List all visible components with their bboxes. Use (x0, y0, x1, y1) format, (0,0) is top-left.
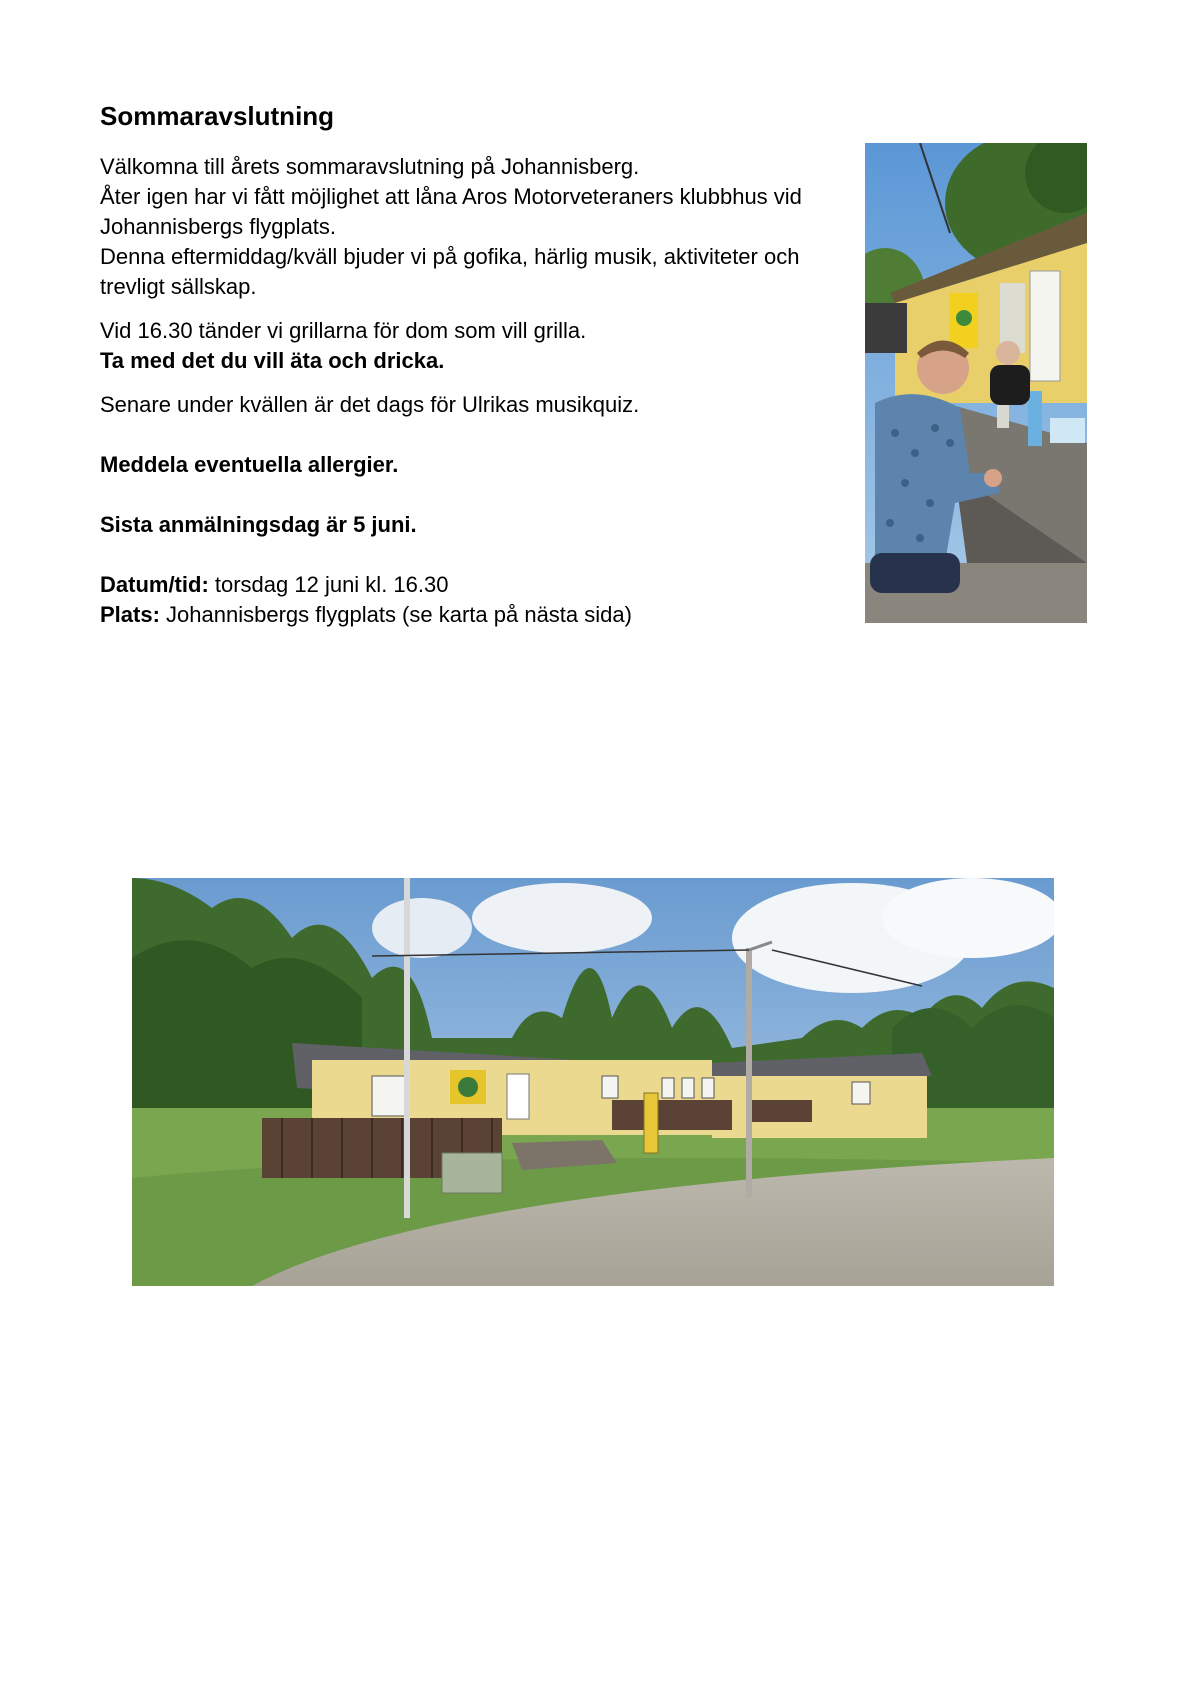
date-line (100, 570, 840, 600)
people-photo (865, 143, 1087, 623)
clubhouse-photo-image (132, 878, 1054, 1286)
place-line (100, 600, 840, 630)
body-text (100, 152, 840, 630)
deadline-text: Sista anmälningsdag är 5 juni. (100, 512, 417, 537)
place-value: Johannisbergs flygplats (se karta på nästa sida) (159, 602, 632, 627)
date-value: torsdag 12 juni kl. 16.30 (208, 572, 449, 597)
bring-text: Ta med det du vill äta och dricka. (100, 348, 445, 373)
intro-line-1: Välkomna till årets sommaravslutning på Johannisberg. (100, 154, 640, 179)
allergy-text: Meddela eventuella allergier. (100, 452, 399, 477)
quiz-text: Senare under kvällen är det dags för Ulrikas musikquiz. (100, 392, 640, 417)
page-title: Sommaravslutning (100, 101, 335, 131)
date-label: Datum/tid: (100, 572, 209, 597)
place-label: Plats: (100, 602, 160, 627)
intro-line-3: Denna eftermiddag/kväll bjuder vi på gofika, härlig musik, aktiviteter och trevligt sällskap. (100, 244, 800, 299)
people-photo-image (865, 143, 1087, 623)
clubhouse-photo (132, 878, 1054, 1286)
grill-text: Vid 16.30 tänder vi grillarna för dom som vill grilla. (100, 318, 587, 343)
intro-line-2: Åter igen har vi fått möjlighet att låna Aros Motorveteraners klubbhus vid Johannisbergs flygplats. (100, 184, 802, 239)
